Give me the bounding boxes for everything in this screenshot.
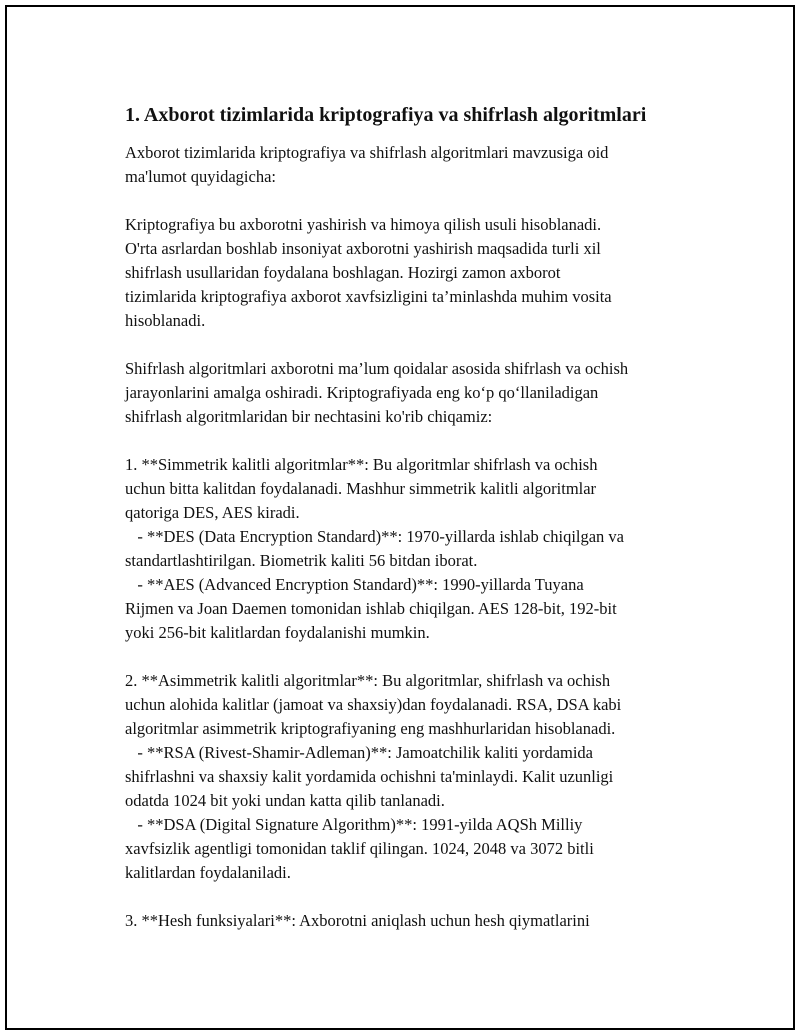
text-line: xavfsizlik agentligi tomonidan taklif qilingan. 1024, 2048 va 3072 bitli [125, 839, 594, 858]
text-line: algoritmlar asimmetrik kriptografiyaning eng mashhurlaridan hisoblanadi. [125, 719, 616, 738]
page-title: 1. Axborot tizimlarida kriptografiya va shifrlash algoritmlari [125, 104, 647, 126]
text-line: Shifrlash algoritmlari axborotni ma’lum qoidalar asosida shifrlash va ochish [125, 359, 629, 378]
text-line: Kriptografiya bu axborotni yashirish va himoya qilish usuli hisoblanadi. [125, 215, 602, 234]
text-line: - **DES (Data Encryption Standard)**: 1970-yillarda ishlab chiqilgan va [125, 527, 625, 546]
text-line: shifrlashni va shaxsiy kalit yordamida ochishni ta'minlaydi. Kalit uzunligi [125, 767, 614, 786]
text-line: uchun alohida kalitlar (jamoat va shaxsiy)dan foydalanadi. RSA, DSA kabi [125, 695, 622, 714]
text-line: - **DSA (Digital Signature Algorithm)**: 1991-yilda AQSh Milliy [125, 815, 583, 834]
text-line: - **RSA (Rivest-Shamir-Adleman)**: Jamoatchilik kaliti yordamida [125, 743, 594, 762]
paragraph [125, 909, 709, 933]
text-line: kalitlardan foydalaniladi. [125, 863, 291, 882]
paragraph [125, 141, 709, 189]
text-line: qatoriga DES, AES kiradi. [125, 503, 300, 522]
text-line: shifrlash algoritmlaridan bir nechtasini ko'rib chiqamiz: [125, 407, 493, 426]
text-line: O'rta asrlardan boshlab insoniyat axborotni yashirish maqsadida turli xil [125, 239, 601, 258]
paragraph-list [119, 141, 709, 933]
text-line: uchun bitta kalitdan foydalanadi. Mashhur simmetrik kalitli algoritmlar [125, 479, 597, 498]
text-line: standartlashtirilgan. Biometrik kaliti 56 bitdan iborat. [125, 551, 478, 570]
text-line: - **AES (Advanced Encryption Standard)**: 1990-yillarda Tuyana [125, 575, 584, 594]
text-line: tizimlarida kriptografiya axborot xavfsizligini ta’minlashda muhim vosita [125, 287, 612, 306]
paragraph [125, 357, 709, 429]
paragraph [125, 213, 709, 333]
text-line: odatda 1024 bit yoki undan katta qilib tanlanadi. [125, 791, 445, 810]
text-line: hisoblanadi. [125, 311, 206, 330]
document-body [119, 97, 709, 957]
text-line: Rijmen va Joan Daemen tomonidan ishlab chiqilgan. AES 128-bit, 192-bit [125, 599, 617, 618]
text-line: 3. **Hesh funksiyalari**: Axborotni aniqlash uchun hesh qiymatlarini [125, 911, 590, 930]
text-line: 1. **Simmetrik kalitli algoritmlar**: Bu algoritmlar shifrlash va ochish [125, 455, 598, 474]
page-frame [5, 5, 795, 1030]
text-line: Axborot tizimlarida kriptografiya va shifrlash algoritmlari mavzusiga oid [125, 143, 609, 162]
text-line: yoki 256-bit kalitlardan foydalanishi mumkin. [125, 623, 430, 642]
text-line: ma'lumot quyidagicha: [125, 167, 276, 186]
paragraph [125, 669, 709, 885]
paragraph [125, 453, 709, 645]
text-line: 2. **Asimmetrik kalitli algoritmlar**: Bu algoritmlar, shifrlash va ochish [125, 671, 611, 690]
text-line: jarayonlarini amalga oshiradi. Kriptografiyada eng koʻp qoʻllaniladigan [125, 383, 599, 402]
text-line: shifrlash usullaridan foydalana boshlagan. Hozirgi zamon axborot [125, 263, 561, 282]
